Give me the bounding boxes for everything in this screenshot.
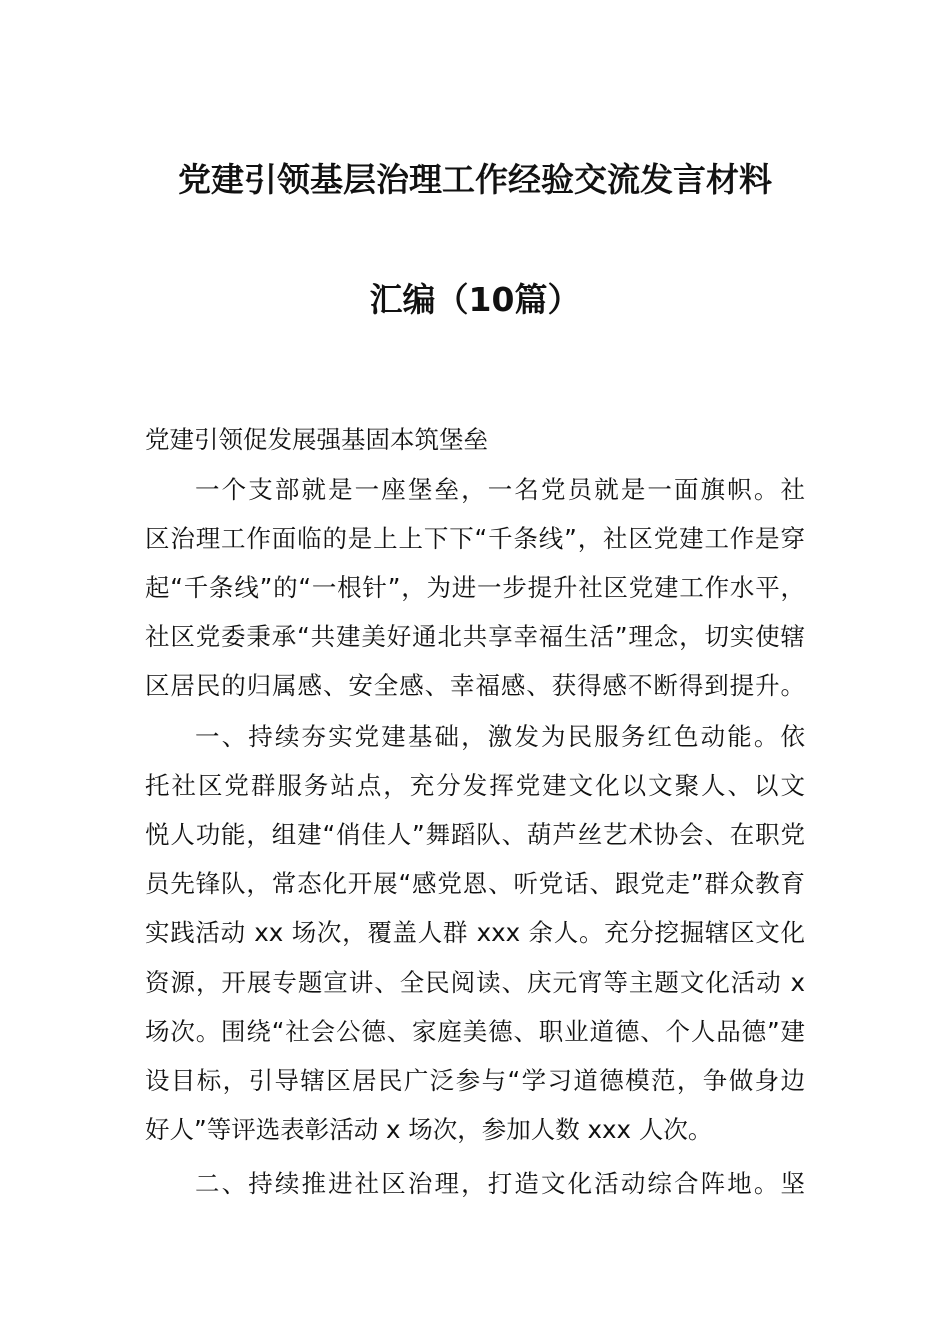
paragraph-2-line: 资源，开展专题宣讲、全民阅读、庆元宵等主题文化活动 x <box>145 968 805 997</box>
paragraph-1-line: 区治理工作面临的是上上下下“千条线”，社区党建工作是穿 <box>145 524 805 553</box>
paragraph-2-line: 托社区党群服务站点，充分发挥党建文化以文聚人、以文 <box>145 771 805 800</box>
paragraph-1-line: 社区党委秉承“共建美好通北共享幸福生活”理念，切实使辖 <box>145 622 805 651</box>
paragraph-2-line: 悦人功能，组建“俏佳人”舞蹈队、葫芦丝艺术协会、在职党 <box>145 820 805 849</box>
paragraph-3-line: 二、持续推进社区治理，打造文化活动综合阵地。坚 <box>195 1169 805 1198</box>
paragraph-2-line: 员先锋队，常态化开展“感党恩、听党话、跟党走”群众教育 <box>145 869 805 898</box>
paragraph-2-line: 场次。围绕“社会公德、家庭美德、职业道德、个人品德”建 <box>145 1017 805 1046</box>
paragraph-2-line: 一、持续夯实党建基础，激发为民服务红色动能。依 <box>195 722 805 751</box>
paragraph-1-line: 区居民的归属感、安全感、幸福感、获得感不断得到提升。 <box>145 671 805 700</box>
paragraph-1-line: 一个支部就是一座堡垒，一名党员就是一面旗帜。社 <box>195 475 805 504</box>
section-subtitle: 党建引领促发展强基固本筑堡垒 <box>145 425 488 454</box>
paragraph-2-line: 设目标，引导辖区居民广泛参与“学习道德模范，争做身边 <box>145 1066 805 1095</box>
paragraph-2-line: 实践活动 xx 场次，覆盖人群 xxx 余人。充分挖掘辖区文化 <box>145 918 805 947</box>
paragraph-2-line: 好人”等评选表彰活动 x 场次，参加人数 xxx 人次。 <box>145 1115 713 1144</box>
document-title-line-1: 党建引领基层治理工作经验交流发言材料 <box>178 160 772 199</box>
paragraph-1-line: 起“千条线”的“一根针”，为进一步提升社区党建工作水平， <box>145 573 805 602</box>
document-title-line-2: 汇编（10篇） <box>369 280 581 319</box>
